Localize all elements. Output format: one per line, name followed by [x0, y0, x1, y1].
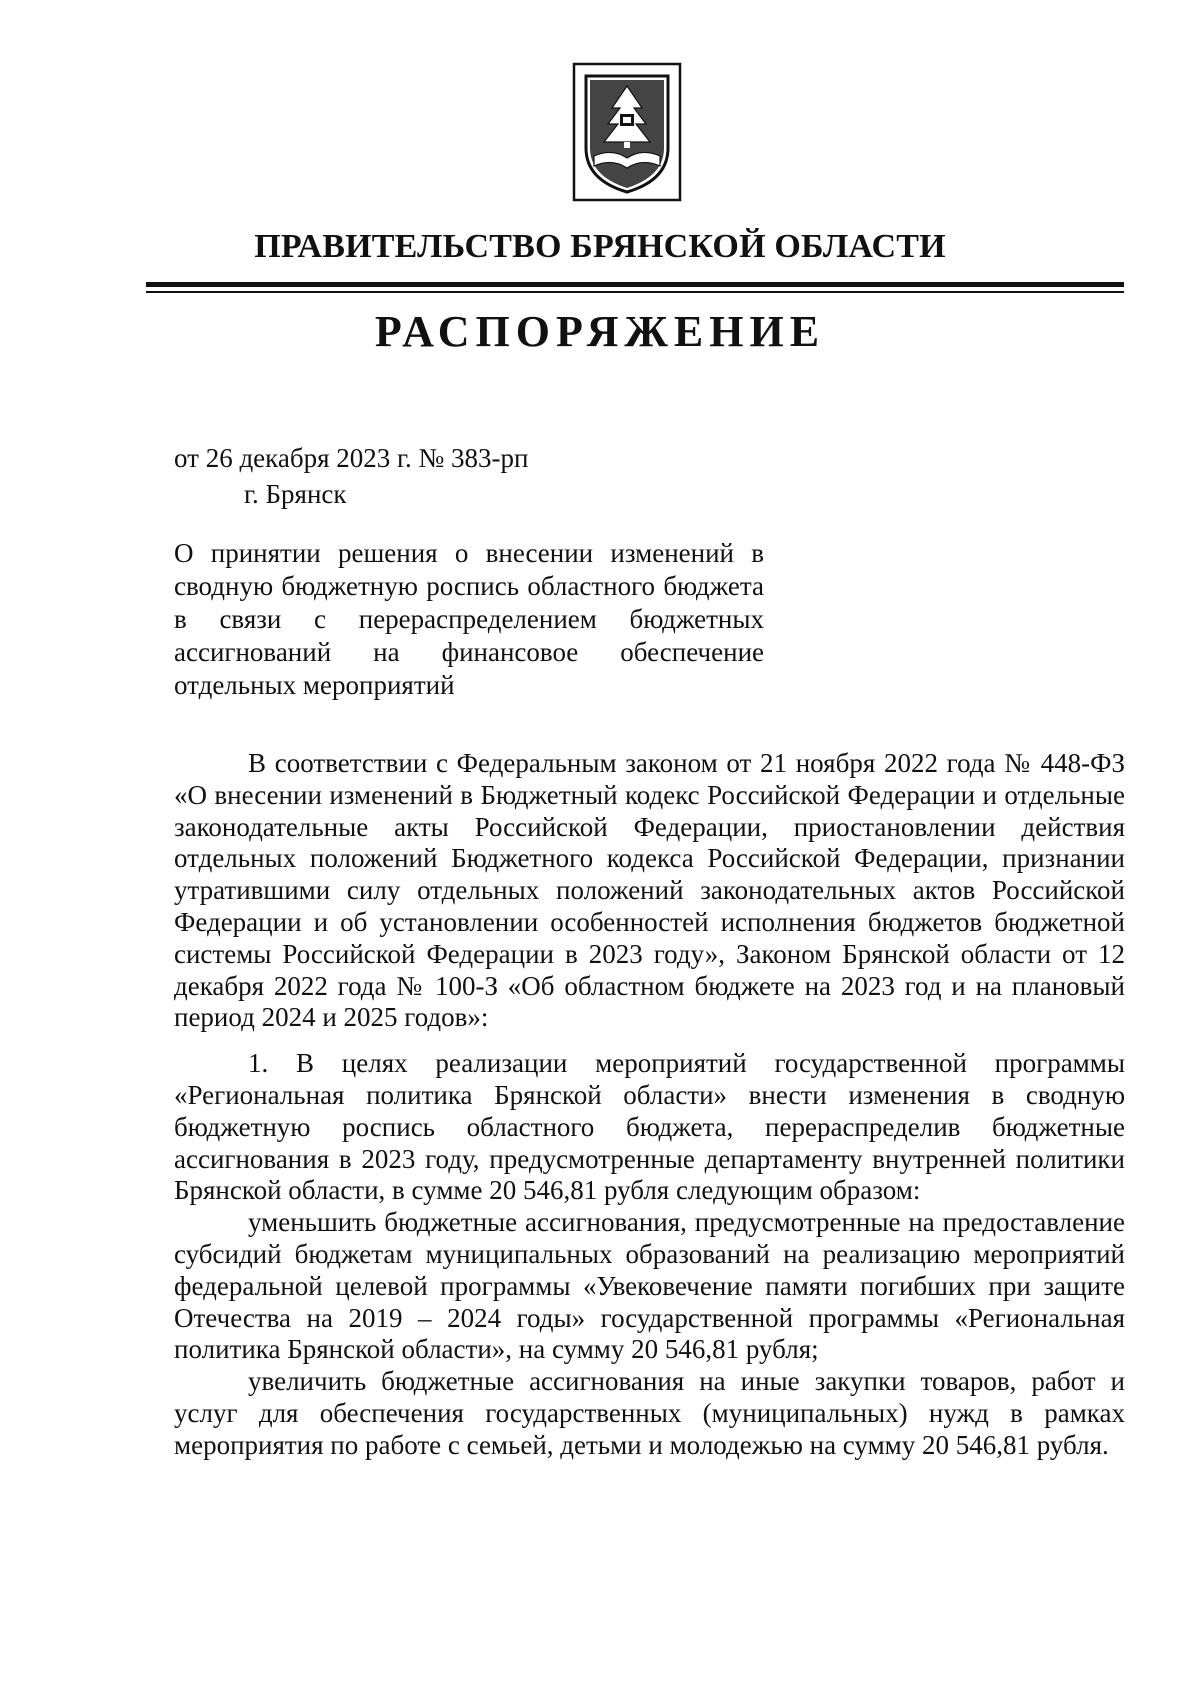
- header-divider-thin: [146, 291, 1124, 293]
- city: г. Брянск: [244, 479, 347, 509]
- decrease-paragraph: уменьшить бюджетные ассигнования, предусмотренные на предоставление субсидий бюджетам муниципальных образований на реализацию мероприятий федеральной целевой программы «Увековечение памяти погибших при защите Отечества на 2019 – 2024 годы» государственной программы «Региональная политика Брянской области», на сумму 20 546,81 рубля;: [174, 1207, 1125, 1365]
- date-number: от 26 декабря 2023 г. № 383-рп: [174, 443, 529, 473]
- document-type-title: РАСПОРЯЖЕНИЕ: [374, 307, 826, 356]
- document-meta: [174, 440, 529, 512]
- government-title: ПРАВИТЕЛЬСТВО БРЯНСКОЙ ОБЛАСТИ: [254, 228, 946, 265]
- document-body: [174, 748, 1125, 1462]
- document-subject: О принятии решения о внесении изменений в сводную бюджетную роспись областного бюджета в связи с перераспределением бюджетных ассигнований на финансовое обеспечение отдельных мероприятий: [174, 538, 764, 700]
- coat-of-arms-icon: [572, 62, 682, 202]
- item-1-paragraph: 1. В целях реализации мероприятий государственной программы «Региональная политика Брянской области» внести изменения в сводную бюджетную роспись областного бюджета, перераспределив бюджетные ассигнования в 2023 году, предусмотренные департаменту внутренней политики Брянской области, в сумме 20 546,81 рубля следующим образом:: [174, 1048, 1125, 1206]
- preamble-paragraph: В соответствии с Федеральным законом от 21 ноября 2022 года № 448-ФЗ «О внесении изменений в Бюджетный кодекс Российской Федерации и отдельные законодательные акты Российской Федерации, приостановлении действия отдельных положений Бюджетного кодекса Российской Федерации, признании утратившими силу отдельных положений законодательных актов Российской Федерации и об установлении особенностей исполнения бюджетов бюджетной системы Российской Федерации в 2023 году», Законом Брянской области от 12 декабря 2022 года № 100-З «Об областном бюджете на 2023 год и на плановый период 2024 и 2025 годов»:: [174, 748, 1125, 1033]
- increase-paragraph: увеличить бюджетные ассигнования на иные закупки товаров, работ и услуг для обеспечения государственных (муниципальных) нужд в рамках мероприятия по работе с семьей, детьми и молодежью на сумму 20 546,81 рубля.: [174, 1366, 1125, 1460]
- header-divider-thick: [146, 282, 1124, 287]
